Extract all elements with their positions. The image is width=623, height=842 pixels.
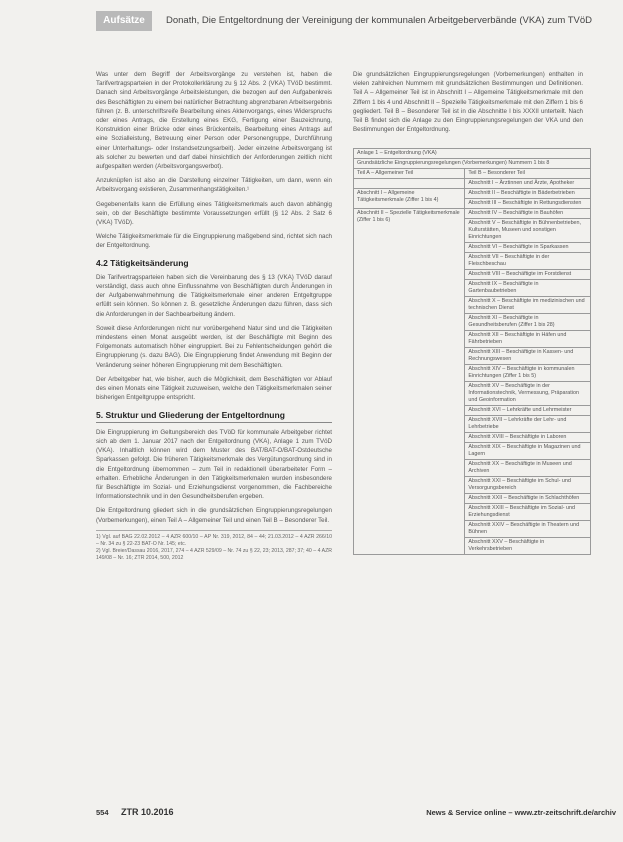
table-cell: Abschnitt XI – Beschäftigte in Gesundheitsberufen (Ziffer 1 bis 28) — [465, 314, 591, 331]
table-cell: Abschnitt XVII – Lehrkräfte der Lehr- und Lehrbetriebe — [465, 416, 591, 433]
table-cell: Abschnitt XV – Beschäftigte in der Informationstechnik, Vermessung, Präparation und Geoinformation — [465, 382, 591, 406]
table-cell: Abschnitt XXIII – Beschäftigte im Sozial- und Erziehungsdienst — [465, 504, 591, 521]
paragraph: Soweit diese Anforderungen nicht nur vorübergehend Natur sind und die Tätigkeiten mindestens einen Monat ausgeübt werden, ist der Beschäftigte mit Beginn des Folgemonats automatisch höher eingruppiert. Bei zu Fehlentscheidungen gehört die Eingruppierung (s. dazu BAG). Die Eingruppierung findet Anwendung mit Beginn der Veränderung seiner höheren Eingruppierung mit dem Beschäftigten. — [96, 324, 332, 369]
paragraph: Welche Tätigkeitsmerkmale für die Eingruppierung maßgebend sind, richtet sich nach der Entgeltordnung. — [96, 233, 332, 250]
table-cell: Abschnitt III – Beschäftigte in Rettungsdiensten — [465, 199, 591, 209]
table-cell: Abschnitt I – Ärztinnen und Ärzte, Apotheker — [465, 179, 591, 189]
table-cell: Abschnitt XVI – Lehrkräfte und Lehrmeister — [465, 406, 591, 416]
footnotes — [96, 530, 332, 562]
archive-link[interactable]: News & Service online – www.ztr-zeitschrift.de/archiv — [426, 808, 616, 817]
paragraph: Gegebenenfalls kann die Erfüllung eines Tätigkeitsmerkmals auch davon abhängig sein, ob der Beschäftigte bestimmte Voraussetzungen erfüllt (§ 12 Abs. 2 Satz 6 (VKA) TVöD). — [96, 200, 332, 227]
page-footer — [96, 808, 616, 822]
paragraph: Die Entgeltordnung gliedert sich in die grundsätzlichen Eingruppierungsregelungen (Vorbemerkungen), einen Teil A – Allgemeiner Teil und einen Teil B – Besonderer Teil. — [96, 507, 332, 524]
table-cell: Abschnitt VII – Beschäftigte in der Fleischbeschau — [465, 253, 591, 270]
table-cell: Abschnitt VI – Beschäftigte in Sparkassen — [465, 243, 591, 253]
paragraph: Die Tarifvertragsparteien haben sich die Vereinbarung des § 13 (VKA) TVöD darauf verständigt, dass auch ohne Einflussnahme von Beschäftigten durch Änderungen in der Aufgabenwahrnehmung die Tätigkeitsmerkmale einer anderen Entgeltgruppe erfüllt sein können. So können z. B. gesetzliche Änderungen dazu führen, dass sich die Anforderungen in der Sachbearbeitung ändern. — [96, 273, 332, 318]
left-column — [96, 70, 332, 770]
table-cell: Abschnitt IV – Beschäftigte in Bauhöfen — [465, 209, 591, 219]
table-cell: Abschnitt XX – Beschäftigte in Museen und Archiven — [465, 460, 591, 477]
table-cell: Abschnitt IX – Beschäftigte in Gartenbaubetrieben — [465, 280, 591, 297]
table-cell: Abschnitt V – Beschäftigte in Bühnenbetrieben, Kulturstätten, Museen und sonstigen Einrichtungen — [465, 219, 591, 243]
table-cell: Abschnitt XIV – Beschäftigte in kommunalen Einrichtungen (Ziffer 1 bis 5) — [465, 365, 591, 382]
paragraph: Die grundsätzlichen Eingruppierungsregelungen (Vorbemerkungen) enthalten in vielen zahlreichen Nummern mit grundsätzlichen Bestimmungen und Definitionen. Teil A – Allgemeiner Teil ist in Abschnitt I – Allgemeine Tätigkeitsmerkmale mit den Ziffern 1 bis 4 und Abschnitt II – Spezielle Tätigkeitsmerkmale mit den Ziffern 1 bis 6 gegliedert. Teil B – Besonderer Teil ist in die Abschnitte I bis XXXII unterteilt. Nach Teil B findet sich die Anlage zu den Eingruppierungsregelungen der VKA und den Bestimmungen der Entgeltordnung. — [353, 71, 583, 134]
table-cell: Abschnitt X – Beschäftigte im medizinischen und technischen Dienst — [465, 297, 591, 314]
section-tag: Aufsätze — [96, 11, 152, 31]
paragraph: Die Eingruppierung im Geltungsbereich des TVöD für kommunale Arbeitgeber richtet sich ab dem 1. Januar 2017 nach der Entgeltordnung (VKA), Anlage 1 zum TVöD (VKA). Inhaltlich können wird dem Muster des BAT/BAT-O/BAT-Ostdeutsche Sparkassen gefolgt. Die früheren Tätigkeitsmerkmale des Vergütungsordnung sind in die Entgeltordnung übernommen – zum Teil in redaktionell überarbeiteter Form – erhalten. Erhebliche Änderungen in den Tätigkeitsmerkmalen wurden insbesondere für Beschäftigte im Sozial- und Erziehungsdienst vorgenommen, die Fachbereiche Informationstechnik und in den Gesundheitsberufen ergeben. — [96, 428, 332, 501]
right-column — [353, 70, 583, 139]
table-cell: Abschnitt XVIII – Beschäftigte in Laboren — [465, 433, 591, 443]
table-cell: Abschnitt XXV – Beschäftigte in Verkehrsbetrieben — [465, 538, 591, 555]
table-cell: Abschnitt XIX – Beschäftigte in Magazinen und Lagern — [465, 443, 591, 460]
table-cell: Abschnitt VIII – Beschäftigte im Forstdienst — [465, 270, 591, 280]
table-cell — [354, 179, 465, 189]
section-heading-4-2: 4.2 Tätigkeitsänderung — [96, 257, 189, 268]
table-cell: Teil B – Besonderer Teil — [465, 169, 591, 179]
table-title-cell: Anlage 1 – Entgeltordnung (VKA) — [354, 149, 591, 159]
page-header — [96, 10, 616, 34]
section-heading-5: 5. Struktur und Gliederung der Entgeltordnung — [96, 411, 332, 423]
magazine-issue: ZTR 10.2016 — [121, 807, 174, 817]
running-title: Donath, Die Entgeltordnung der Vereinigung der kommunalen Arbeitgeberverbände (VKA) zum TVöD — [166, 15, 592, 26]
table-cell: Abschnitt XXII – Beschäftigte in Schlachthöfen — [465, 494, 591, 504]
paragraph: Was unter dem Begriff der Arbeitsvorgänge zu verstehen ist, haben die Tarifvertragsparteien in der Protokollerklärung zu § 12 Abs. 2 (VKA) TVöD bestimmt. Danach sind Arbeitsvorgänge Arbeitsleistungen, die bezogen auf den Aufgabenkreis des Beschäftigten zu einem bei natürlicher Betrachtung abgrenzbaren Arbeitsergebnis führen (z. B. unterschriftsreife Bearbeitung eines Aktenvorgangs, eines Widerspruchs oder eines Antrags, die Erstellung eines EKG, Fertigung einer Bauzeichnung, Konstruktion einer Brücke oder eines Brückenteils, Bearbeitung eines Antrags auf eine Sozialleistung, Betreuung einer Person oder Personengruppe, Durchführung einer Unterhaltungs- oder Instandsetzungsarbeit). Jeder einzelne Arbeitsvorgang ist als solcher zu bewerten und darf dabei hinsichtlich der Anforderungen zeitlich nicht aufgespalten werden (Arbeitsvorgangsverbot). — [96, 71, 332, 171]
page-number: 554 — [96, 808, 109, 817]
footnote: 1) Vgl. auf BAG 22.02.2012 – 4 AZR 600/10 – AP Nr. 319, 2012, 84 – 44; 21.03.2012 – 4 AZR 266/10 – Nr. 34 zu § 22-23 BAT-O Nr. 145; etc. — [96, 533, 332, 547]
table-cell: Abschnitt II – Spezielle Tätigkeitsmerkmale (Ziffer 1 bis 6) — [354, 209, 465, 555]
table-cell: Teil A – Allgemeiner Teil — [354, 169, 465, 179]
paragraph: Anzuknüpfen ist also an die Darstellung einzelner Tätigkeiten, um dann, wenn ein Arbeitsvorgang existieren, Zusammenhangstätigkeiten.¹ — [96, 177, 332, 194]
table-cell: Abschnitt I – Allgemeine Tätigkeitsmerkmale (Ziffer 1 bis 4) — [354, 189, 465, 209]
table-cell: Abschnitt XII – Beschäftigte in Häfen und Fährbetrieben — [465, 331, 591, 348]
footnote: 2) Vgl. Breier/Dassau 2016, 2017, 274 – 4 AZR 529/09 – Nr. 74 zu § 22, 23; 2013, 287; 37; 40 – 4 AZR 149/08 – Nr. 16; ZTR 2014, 500, 2012 — [96, 547, 332, 561]
table-cell: Abschnitt XXI – Beschäftigte im Schul- und Versorgungsbereich — [465, 477, 591, 494]
paragraph: Der Arbeitgeber hat, wie bisher, auch die Möglichkeit, dem Beschäftigten vor Ablauf des einen Monats eine Tätigkeit zuzuweisen, welche den Tätigkeitsmerkmalen seiner bisherigen Entgeltgruppe entspricht. — [96, 375, 332, 402]
entgeltordnung-structure-table — [353, 148, 591, 555]
table-cell: Abschnitt XXIV – Beschäftigte in Theatern und Bühnen — [465, 521, 591, 538]
table-cell: Abschnitt XIII – Beschäftigte in Kassen- und Rechnungswesen — [465, 348, 591, 365]
table-cell: Abschnitt II – Beschäftigte in Bäderbetrieben — [465, 189, 591, 199]
table-intro-cell: Grundsätzliche Eingruppierungsregelungen (Vorbemerkungen) Nummern 1 bis 8 — [354, 159, 591, 169]
